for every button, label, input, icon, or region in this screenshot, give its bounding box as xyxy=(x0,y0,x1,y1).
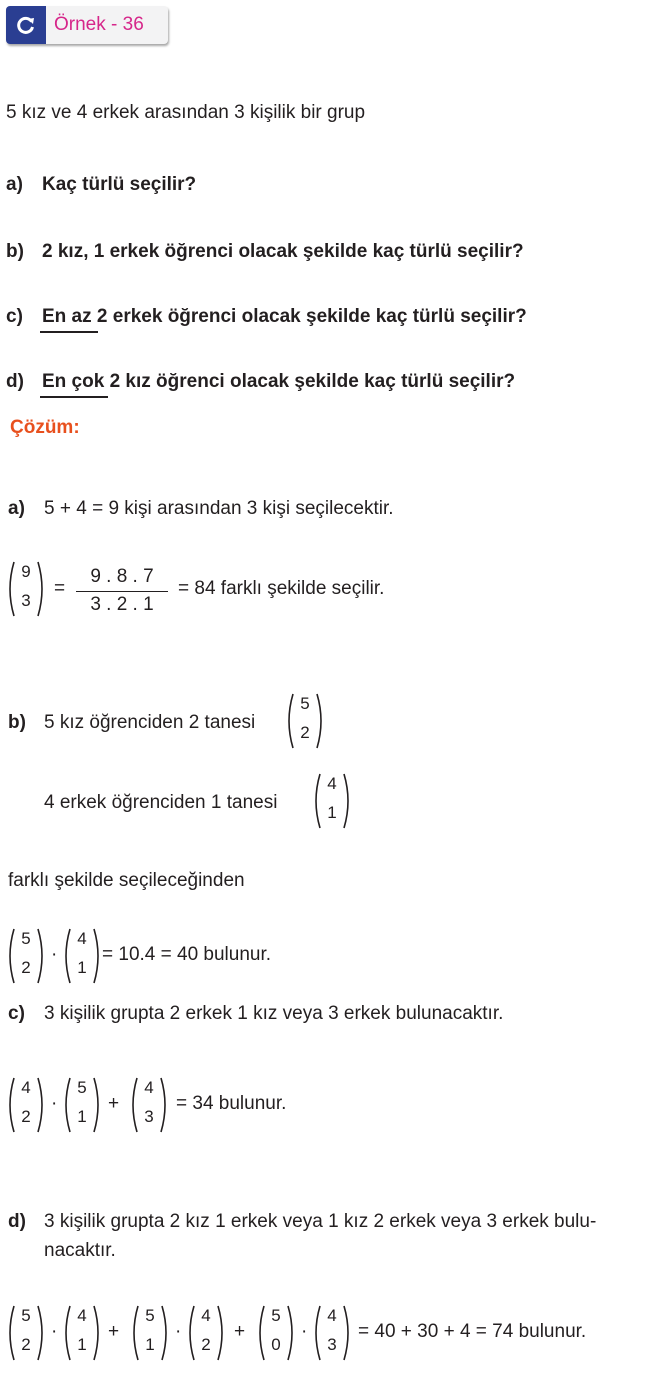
plus-operator: + xyxy=(108,1093,120,1114)
binom-b-eq1-k: 2 xyxy=(21,958,31,977)
question-c-label: c) xyxy=(6,306,23,327)
binom-d6 xyxy=(314,1304,350,1362)
binom-d6-n: 4 xyxy=(327,1306,337,1325)
question-b-label: b) xyxy=(6,241,24,262)
binom-b1-k: 2 xyxy=(300,723,310,742)
binom-a xyxy=(8,560,44,618)
binom-d1-k: 2 xyxy=(21,1335,31,1354)
solution-b-line1: 5 kız öğrenciden 2 tanesi xyxy=(44,712,256,733)
binom-b-eq2-n: 4 xyxy=(77,929,87,948)
solution-d-line2: nacaktır. xyxy=(44,1240,116,1261)
solution-a-equals: = xyxy=(54,578,66,599)
plus-operator: + xyxy=(234,1321,246,1342)
question-d-label: d) xyxy=(6,371,24,392)
binom-a-k: 3 xyxy=(21,591,31,610)
binom-c1-k: 2 xyxy=(21,1107,31,1126)
fraction-denominator: 3 . 2 . 1 xyxy=(90,594,154,615)
binom-b-eq2-k: 1 xyxy=(77,958,87,977)
question-a-text: Kaç türlü seçilir? xyxy=(42,174,197,195)
question-b-text: 2 kız, 1 erkek öğrenci olacak şekilde kaç türlü seçilir? xyxy=(42,241,524,262)
binom-c2-k: 1 xyxy=(77,1107,87,1126)
dot-operator: · xyxy=(175,1321,182,1342)
binom-c3-k: 3 xyxy=(144,1107,154,1126)
binom-b-eq2 xyxy=(64,927,100,985)
binom-d4-n: 4 xyxy=(201,1306,211,1325)
solution-d-line1: 3 kişilik grupta 2 kız 1 erkek veya 1 kız 2 erkek veya 3 erkek bulu- xyxy=(44,1211,597,1232)
dot-operator: · xyxy=(51,1093,58,1114)
solution-heading: Çözüm: xyxy=(10,417,80,438)
question-a-label: a) xyxy=(6,174,23,195)
binom-d2-k: 1 xyxy=(77,1335,87,1354)
solution-b-result: = 10.4 = 40 bulunur. xyxy=(102,944,272,965)
binom-b2-n: 4 xyxy=(327,774,337,793)
binom-c3 xyxy=(131,1076,167,1134)
question-c-underlined: En az xyxy=(42,306,92,327)
question-d-rest: 2 kız öğrenci olacak şekilde kaç türlü seçilir? xyxy=(104,371,516,392)
binom-d1 xyxy=(8,1304,44,1362)
binom-d3 xyxy=(132,1304,168,1362)
solution-d-result: = 40 + 30 + 4 = 74 bulunur. xyxy=(358,1321,587,1342)
solution-c-result: = 34 bulunur. xyxy=(176,1093,287,1114)
dot-operator: · xyxy=(51,944,58,965)
binom-d2 xyxy=(64,1304,100,1362)
solution-a-line1: 5 + 4 = 9 kişi arasından 3 kişi seçilecektir. xyxy=(44,498,394,519)
binom-b-eq1 xyxy=(8,927,44,985)
example-badge xyxy=(6,6,168,44)
example-title: Örnek - 36 xyxy=(54,14,144,35)
underline-en-az xyxy=(40,331,98,333)
binom-d1-n: 5 xyxy=(21,1306,31,1325)
binom-a-n: 9 xyxy=(21,562,31,581)
binom-c2-n: 5 xyxy=(77,1078,87,1097)
binom-d4 xyxy=(188,1304,224,1362)
fraction-bar xyxy=(76,591,168,592)
binom-b1 xyxy=(287,692,323,750)
binom-d4-k: 2 xyxy=(201,1335,211,1354)
solution-c-label: c) xyxy=(8,1003,25,1024)
binom-b-eq1-n: 5 xyxy=(21,929,31,948)
fraction-numerator: 9 . 8 . 7 xyxy=(90,566,154,587)
solution-b-label: b) xyxy=(8,712,26,733)
question-d-underlined: En çok xyxy=(42,371,105,392)
solution-a-label: a) xyxy=(8,498,25,519)
solution-c-line1: 3 kişilik grupta 2 erkek 1 kız veya 3 erkek bulunacaktır. xyxy=(44,1003,504,1024)
binom-d6-k: 3 xyxy=(327,1335,337,1354)
underline-en-cok xyxy=(40,396,108,398)
binom-c1 xyxy=(8,1076,44,1134)
binom-d5 xyxy=(258,1304,294,1362)
binom-d3-n: 5 xyxy=(145,1306,155,1325)
problem-intro: 5 kız ve 4 erkek arasından 3 kişilik bir grup xyxy=(6,102,366,123)
plus-operator: + xyxy=(108,1321,120,1342)
binom-d5-k: 0 xyxy=(271,1335,281,1354)
binom-c3-n: 4 xyxy=(144,1078,154,1097)
solution-a-fraction xyxy=(76,566,168,616)
binom-b1-n: 5 xyxy=(300,694,310,713)
binom-d3-k: 1 xyxy=(145,1335,155,1354)
dot-operator: · xyxy=(51,1321,58,1342)
binom-b2 xyxy=(314,772,350,830)
solution-b-line3: farklı şekilde seçileceğinden xyxy=(8,870,245,891)
solution-a-result: = 84 farklı şekilde seçilir. xyxy=(178,578,385,599)
dot-operator: · xyxy=(301,1321,308,1342)
question-d-text xyxy=(42,371,515,393)
question-c-rest: 2 erkek öğrenci olacak şekilde kaç türlü seçilir? xyxy=(91,306,527,327)
circle-arrow-icon xyxy=(6,6,46,44)
binom-c2 xyxy=(64,1076,100,1134)
binom-d2-n: 4 xyxy=(77,1306,87,1325)
binom-d5-n: 5 xyxy=(271,1306,281,1325)
solution-d-label: d) xyxy=(8,1211,26,1232)
binom-c1-n: 4 xyxy=(21,1078,31,1097)
binom-b2-k: 1 xyxy=(327,803,337,822)
question-c-text xyxy=(42,306,527,328)
solution-b-line2: 4 erkek öğrenciden 1 tanesi xyxy=(44,792,278,813)
